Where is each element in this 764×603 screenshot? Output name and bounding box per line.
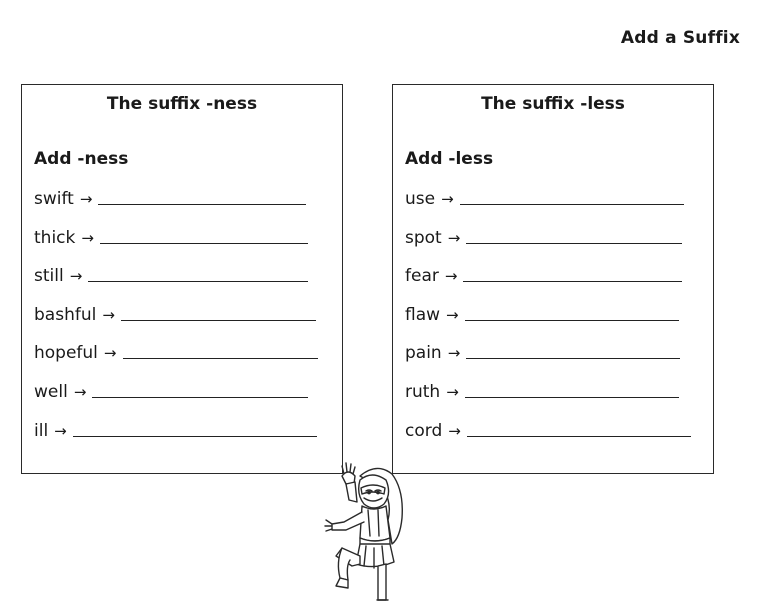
arrow-icon: → bbox=[81, 229, 94, 247]
word-label: cord bbox=[405, 421, 443, 441]
arrow-icon: → bbox=[79, 190, 93, 208]
arrow-icon: → bbox=[69, 267, 83, 285]
answer-blank[interactable] bbox=[121, 320, 316, 321]
arrow-icon: → bbox=[102, 306, 115, 324]
arrow-icon: → bbox=[73, 383, 87, 401]
answer-blank[interactable] bbox=[123, 358, 318, 359]
answer-blank[interactable] bbox=[466, 358, 680, 359]
less-row-cord bbox=[405, 417, 691, 441]
less-panel bbox=[392, 84, 714, 474]
word-label: pain bbox=[405, 343, 442, 363]
page-title: Add a Suffix bbox=[620, 28, 740, 48]
word-label: still bbox=[34, 266, 64, 286]
word-label: ill bbox=[34, 421, 49, 441]
ness-row-thick bbox=[34, 224, 308, 248]
ness-row-ill bbox=[34, 417, 317, 441]
arrow-icon: → bbox=[54, 422, 67, 440]
word-label: use bbox=[405, 189, 436, 209]
ninja-illustration bbox=[322, 460, 422, 603]
answer-blank[interactable] bbox=[460, 204, 684, 205]
word-label: swift bbox=[34, 189, 74, 209]
less-heading: Add -less bbox=[405, 149, 494, 169]
word-label: ruth bbox=[405, 382, 441, 402]
word-label: hopeful bbox=[34, 343, 98, 363]
answer-blank[interactable] bbox=[465, 320, 679, 321]
answer-blank[interactable] bbox=[98, 204, 306, 205]
ness-row-still bbox=[34, 262, 308, 286]
less-row-ruth bbox=[405, 378, 679, 402]
word-label: fear bbox=[405, 266, 439, 286]
word-label: well bbox=[34, 382, 68, 402]
less-row-use bbox=[405, 185, 684, 209]
arrow-icon: → bbox=[446, 383, 459, 401]
ness-row-bashful bbox=[34, 301, 316, 325]
word-label: flaw bbox=[405, 305, 441, 325]
ness-row-swift bbox=[34, 185, 306, 209]
ness-row-well bbox=[34, 378, 308, 402]
arrow-icon: → bbox=[447, 229, 461, 247]
arrow-icon: → bbox=[448, 422, 461, 440]
arrow-icon: → bbox=[446, 306, 459, 324]
ness-panel-title: The suffix -ness bbox=[106, 94, 258, 114]
word-label: spot bbox=[405, 228, 442, 248]
arrow-icon: → bbox=[441, 190, 454, 208]
word-label: thick bbox=[34, 228, 76, 248]
answer-blank[interactable] bbox=[463, 281, 682, 282]
answer-blank[interactable] bbox=[465, 397, 679, 398]
ness-row-hopeful bbox=[34, 339, 318, 363]
answer-blank[interactable] bbox=[467, 436, 691, 437]
less-row-pain bbox=[405, 339, 680, 363]
arrow-icon: → bbox=[103, 344, 117, 362]
answer-blank[interactable] bbox=[73, 436, 317, 437]
less-row-flaw bbox=[405, 301, 679, 325]
ness-panel bbox=[21, 84, 343, 474]
ness-heading: Add -ness bbox=[34, 149, 129, 169]
answer-blank[interactable] bbox=[92, 397, 308, 398]
answer-blank[interactable] bbox=[466, 243, 682, 244]
word-label: bashful bbox=[34, 305, 97, 325]
less-row-spot bbox=[405, 224, 682, 248]
less-row-fear bbox=[405, 262, 682, 286]
arrow-icon: → bbox=[447, 344, 461, 362]
arrow-icon: → bbox=[444, 267, 458, 285]
less-panel-title: The suffix -less bbox=[481, 94, 625, 114]
answer-blank[interactable] bbox=[100, 243, 308, 244]
answer-blank[interactable] bbox=[88, 281, 308, 282]
